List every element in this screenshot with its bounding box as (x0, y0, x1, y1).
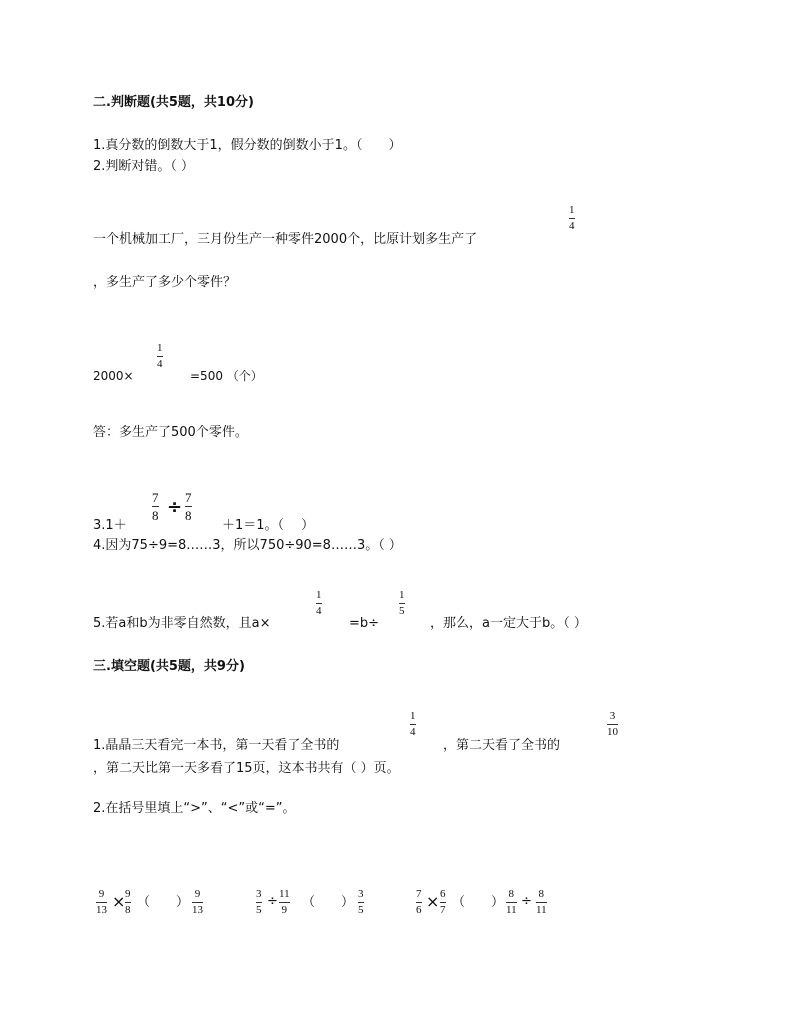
cmp3-a (416, 889, 422, 916)
cmp3-d (536, 889, 547, 916)
fraction-bar (358, 902, 364, 903)
fraction-numerator: 11 (279, 888, 290, 900)
fraction-numerator: 3 (256, 888, 262, 900)
fraction-bar (410, 724, 416, 725)
question-3-1-part3: ，第二天比第一天多看了15页，这本书共有（ ）页。 (93, 761, 400, 776)
q5-fraction-2 (399, 590, 405, 617)
cmp3-blank[interactable]: （ ） (452, 895, 505, 910)
fraction-numerator: 3 (358, 888, 364, 900)
fraction-bar (256, 902, 262, 903)
multiply-symbol: × (426, 892, 440, 911)
fraction-denominator: 8 (152, 508, 159, 523)
fraction-denominator: 4 (569, 220, 575, 232)
problem-line-2: ，多生产了多少个零件？ (93, 275, 237, 290)
question-2-5-suffix: ，那么，a一定大于b。（ ） (430, 616, 587, 631)
divide-symbol: ÷ (267, 894, 278, 909)
section-2-title: 二.判断题(共5题，共10分) (93, 95, 254, 110)
q5-fraction-1 (316, 590, 322, 617)
question-2-5-prefix: 5.若a和b为非零自然数，且a× (93, 616, 271, 631)
fraction-numerator: 8 (508, 888, 515, 900)
question-3-1-part2: ，第二天看了全书的 (443, 738, 561, 753)
fraction-numerator: 9 (98, 888, 105, 900)
cmp1-a (96, 889, 107, 916)
q3-fraction-1 (152, 491, 159, 522)
cmp2-b (279, 889, 290, 916)
fraction-numerator: 1 (569, 204, 575, 216)
fraction-denominator: 8 (185, 508, 192, 523)
fraction-numerator: 7 (152, 490, 159, 505)
fraction-numerator: 9 (194, 888, 201, 900)
answer-text: 答：多生产了500个零件。 (93, 425, 248, 440)
cmp2-a (256, 889, 262, 916)
cmp3-c (506, 889, 517, 916)
fraction-denominator: 4 (410, 726, 416, 738)
section-3-title: 三.填空题(共5题，共9分) (93, 659, 245, 674)
fraction-numerator: 1 (157, 342, 163, 354)
fraction-bar (416, 902, 422, 903)
cmp2-c (358, 889, 364, 916)
fraction-numerator: 1 (410, 710, 416, 722)
question-3-1-part1: 1.晶晶三天看完一本书，第一天看了全书的 (93, 738, 340, 753)
fraction-bar (279, 902, 290, 903)
fraction-denominator: 5 (399, 605, 405, 617)
question-2-2: 2.判断对错。（ ） (93, 159, 195, 174)
s3q1-fraction-1 (410, 711, 416, 738)
fraction-bar (157, 356, 163, 357)
fraction-denominator: 7 (440, 904, 446, 916)
fraction-bar (536, 902, 547, 903)
fraction-denominator: 11 (536, 904, 547, 916)
cmp1-c (192, 889, 203, 916)
fraction-bar (569, 218, 575, 219)
fraction-numerator: 7 (416, 888, 422, 900)
problem-line-1: 一个机械加工厂，三月份生产一种零件2000个，比原计划多生产了 (93, 232, 478, 247)
fraction-denominator: 10 (607, 726, 618, 738)
fraction-denominator: 13 (192, 904, 203, 916)
fraction-one-quarter (569, 205, 575, 232)
fraction-denominator: 9 (281, 904, 288, 916)
fraction-bar (316, 603, 322, 604)
fraction-denominator: 8 (125, 904, 131, 916)
calc-right: =500 （个） (190, 369, 263, 383)
divide-symbol: ÷ (521, 894, 532, 909)
cmp1-b (125, 889, 131, 916)
fraction-bar (440, 902, 446, 903)
fraction-denominator: 4 (157, 358, 163, 370)
s3q1-fraction-2 (607, 711, 618, 738)
fraction-denominator: 11 (506, 904, 517, 916)
question-2-1: 1.真分数的倒数大于1，假分数的倒数小于1。（ ） (93, 138, 402, 153)
fraction-numerator: 7 (185, 490, 192, 505)
fraction-denominator: 5 (256, 904, 262, 916)
fraction-bar (125, 902, 131, 903)
question-2-4: 4.因为75÷9=8……3，所以750÷90=8……3。（ ） (93, 538, 402, 553)
fraction-bar (192, 902, 203, 903)
fraction-bar (96, 902, 107, 903)
fraction-denominator: 13 (96, 904, 107, 916)
fraction-denominator: 4 (316, 605, 322, 617)
fraction-numerator: 3 (609, 710, 616, 722)
multiply-symbol: × (112, 892, 126, 911)
question-3-2: 2.在括号里填上“>”、“<”或“=”。 (93, 801, 296, 816)
fraction-denominator: 5 (358, 904, 364, 916)
fraction-numerator: 1 (316, 589, 322, 601)
fraction-bar (152, 506, 159, 507)
fraction-bar (185, 506, 192, 507)
calc-left: 2000× (93, 369, 134, 383)
fraction-denominator: 6 (416, 904, 422, 916)
fraction-numerator: 1 (399, 589, 405, 601)
fraction-numerator: 6 (440, 888, 446, 900)
question-2-3-suffix: ＋1＝1。（ ） (222, 518, 315, 533)
divide-symbol: ÷ (167, 497, 183, 518)
calc-fraction (157, 343, 163, 370)
fraction-bar (607, 724, 618, 725)
cmp3-b (440, 889, 446, 916)
question-2-3-prefix: 3.1＋ (93, 518, 127, 533)
cmp2-blank[interactable]: （ ） (302, 895, 355, 910)
fraction-numerator: 8 (538, 888, 545, 900)
fraction-numerator: 9 (125, 888, 131, 900)
question-2-5-mid: =b÷ (349, 616, 380, 631)
q3-fraction-2 (185, 491, 192, 522)
cmp1-blank[interactable]: （ ） (137, 895, 190, 910)
fraction-bar (399, 603, 405, 604)
fraction-bar (506, 902, 517, 903)
